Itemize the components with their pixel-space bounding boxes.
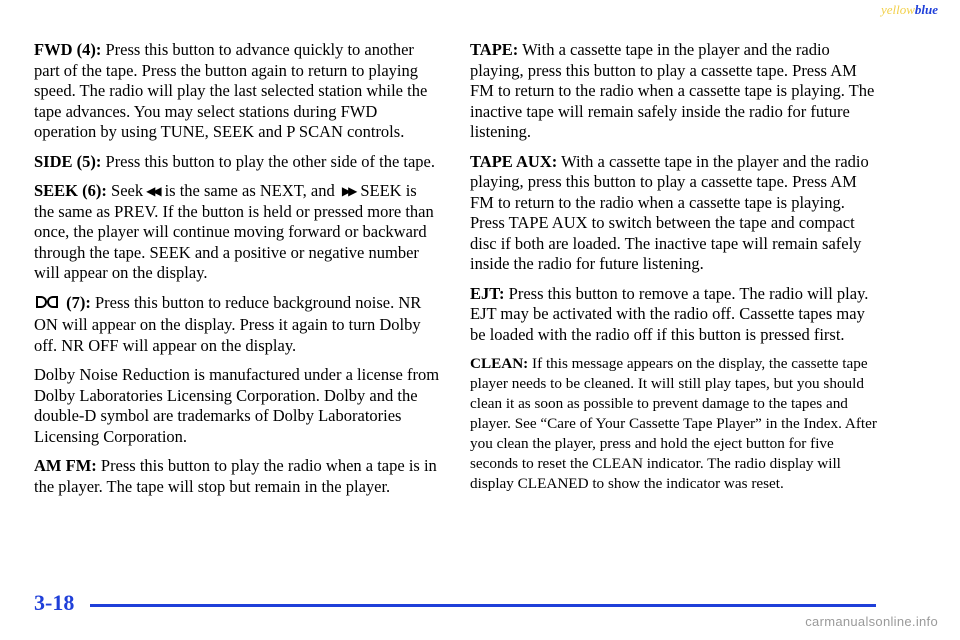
footer-divider [90, 604, 876, 607]
seek-text-a: Seek [111, 181, 144, 200]
right-column [470, 40, 880, 503]
fwd-paragraph [34, 40, 440, 143]
seek-back-icon: ◀◀ [146, 184, 159, 198]
seek-forward-icon: ▶▶ [341, 184, 355, 198]
dolby-double-d-icon [34, 294, 60, 316]
side-paragraph [34, 152, 440, 173]
tape-aux-text: With a cassette tape in the player and the radio playing, press this button to play a cassette tape. Press AM FM to return to the radio when a cassette tape is playing. Press TAPE AUX to switch between the tape and compact disc if both are loaded. The inactive tape will remain safely inside the radio for future listening. [470, 151, 869, 273]
dolby-text: Press this button to reduce background noise. NR ON will appear on the display. Press it again to turn Dolby off. NR OFF will appear on the display. [34, 292, 422, 355]
dolby-paragraph [34, 293, 440, 357]
color-edition-tag [881, 2, 938, 18]
edition-yellow-label: yellow [880, 2, 915, 17]
clean-term: CLEAN: [470, 355, 529, 372]
fwd-term: FWD (4): [34, 40, 102, 59]
tape-paragraph [470, 40, 880, 143]
tape-aux-paragraph [470, 152, 880, 275]
left-column [34, 40, 440, 506]
side-text: Press this button to play the other side of the tape. [105, 151, 435, 171]
amfm-text: Press this button to play the radio when a tape is in the player. The tape will stop but remain in the player. [34, 456, 437, 496]
ejt-paragraph [470, 284, 880, 346]
seek-term: SEEK (6): [34, 181, 107, 200]
tape-aux-term: TAPE AUX: [470, 151, 558, 171]
ejt-text: Press this button to remove a tape. The radio will play. EJT may be activated with the radio off. Cassette tapes may be loaded with the radio off if this button is pressed first. [470, 283, 869, 344]
seek-text-c: SEEK is the same as PREV. If the button is held or pressed more than once, the player will continue moving forward or backward through the tape. SEEK and a positive or negative number will appear on the display. [34, 181, 434, 282]
seek-text-b: is the same as NEXT, and [164, 181, 335, 200]
watermark: carmanualsonline.info [805, 614, 938, 629]
clean-text: If this message appears on the display, the cassette tape player needs to be cleaned. It will still play tapes, but you should clean it as soon as possible to prevent damage to the tapes and player. See “Care of Your Cassette Tape Player” in the Index. After you clean the player, press and hold the eject button for five seconds to reset the CLEAN indicator. The radio display will display CLEANED to show the indicator was reset. [470, 355, 877, 492]
license-paragraph: Dolby Noise Reduction is manufactured under a license from Dolby Laboratories Licensing Corporation. Dolby and the double-D symbol are trademarks of Dolby Laboratories Licensing Corporation. [34, 365, 440, 446]
tape-text: With a cassette tape in the player and the radio playing, press this button to play a cassette tape. Press AM FM to return to the radio when a cassette tape is playing. The inactive tape will remain safely inside the radio for future listening. [470, 40, 875, 141]
amfm-paragraph [34, 456, 440, 497]
fwd-text: Press this button to advance quickly to another part of the tape. Press the button again to return to playing speed. The radio will play the last selected station while the tape advances. You may select stations during FWD operation by using TUNE, SEEK and P SCAN controls. [34, 40, 428, 141]
tape-term: TAPE: [470, 40, 519, 59]
ejt-term: EJT: [470, 283, 505, 303]
clean-paragraph [470, 354, 880, 494]
amfm-term: AM FM: [34, 456, 97, 475]
dolby-term: (7): [66, 292, 91, 312]
side-term: SIDE (5): [34, 151, 102, 171]
edition-blue-label: blue [914, 2, 938, 17]
seek-paragraph [34, 181, 440, 284]
page-number: 3-18 [34, 590, 75, 615]
